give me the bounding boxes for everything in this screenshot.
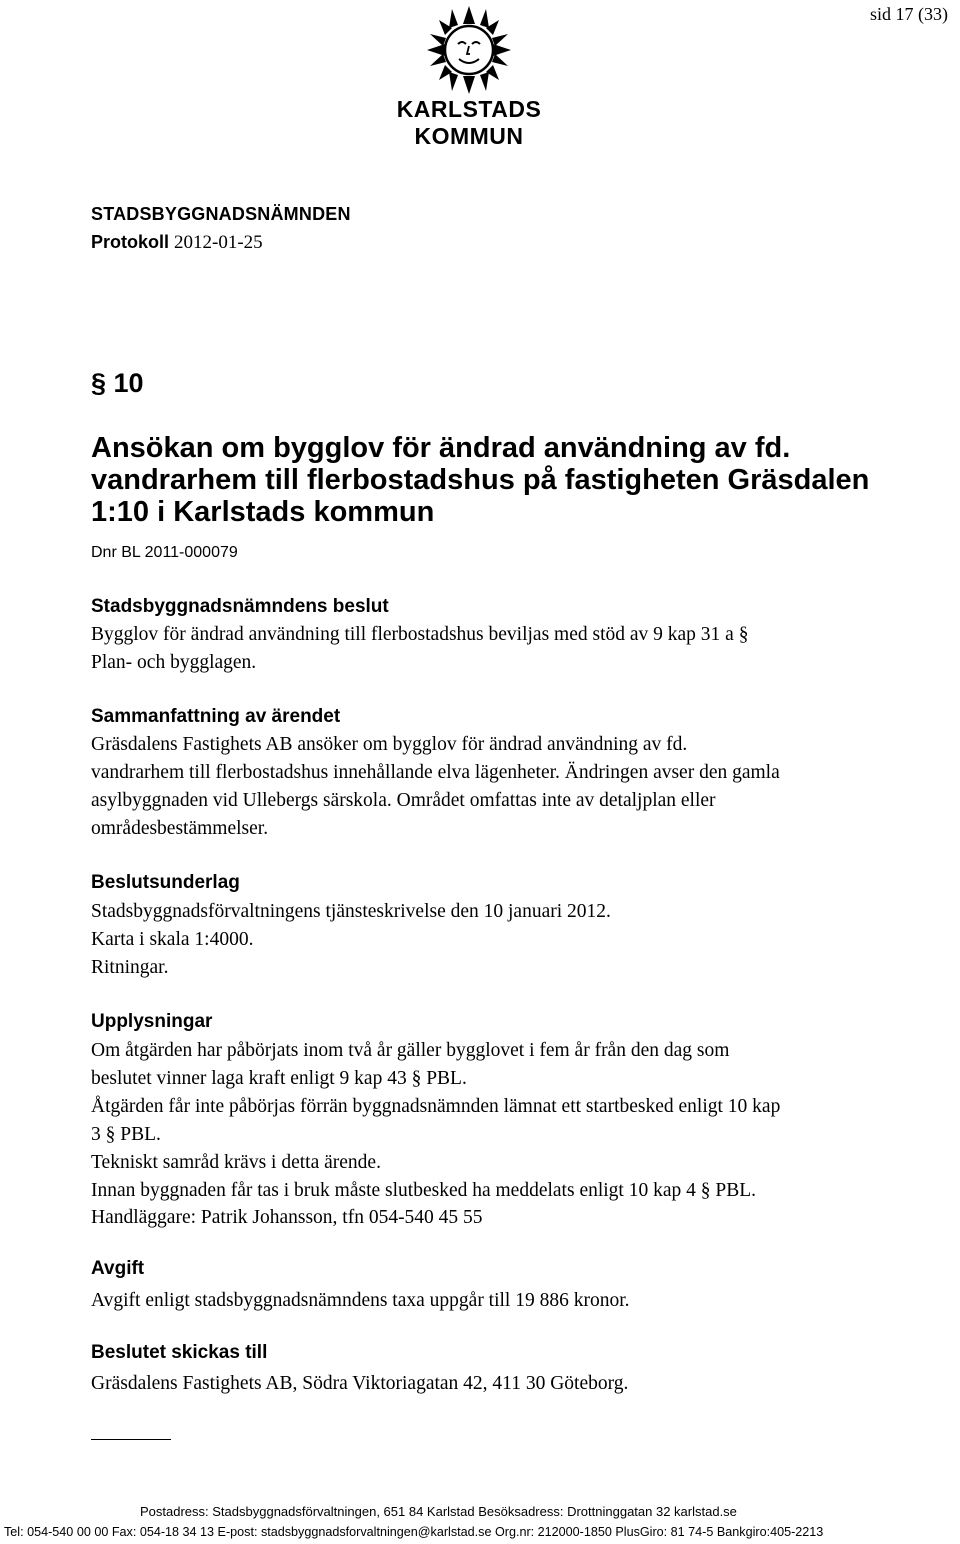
logo-text: KARLSTADS KOMMUN	[396, 96, 542, 149]
information-text-line: Tekniskt samråd krävs i detta ärende.	[91, 1152, 381, 1173]
basis-text-line: Stadsbyggnadsförvaltningens tjänsteskrivelse den 10 januari 2012.	[91, 901, 611, 922]
information-text-line: Om åtgärden har påbörjats inom två år gäller bygglovet i fem år från den dag som	[91, 1040, 730, 1061]
paragraph-number: § 10	[91, 368, 144, 398]
protocol-line	[91, 232, 263, 254]
summary-text-line: områdesbestämmelser.	[91, 818, 269, 839]
recipient-text-line: Gräsdalens Fastighets AB, Södra Viktoriagatan 42, 411 30 Göteborg.	[91, 1373, 629, 1394]
footer-postal-line: Postadress: Stadsbyggnadsförvaltningen, 651 84 Karlstad Besöksadress: Drottninggatan 32 karlstad.se	[140, 1504, 737, 1519]
recipient-heading: Beslutet skickas till	[91, 1342, 268, 1363]
basis-text-line: Karta i skala 1:4000.	[91, 929, 254, 950]
decision-text-line: Plan- och bygglagen.	[91, 652, 257, 673]
fee-text-line: Avgift enligt stadsbyggnadsnämndens taxa uppgår till 19 886 kronor.	[91, 1290, 630, 1311]
basis-text-line: Ritningar.	[91, 957, 169, 978]
decision-heading: Stadsbyggnadsnämndens beslut	[91, 596, 389, 617]
protocol-date: 2012-01-25	[174, 232, 263, 253]
basis-heading: Beslutsunderlag	[91, 872, 240, 893]
information-text-line: beslutet vinner laga kraft enligt 9 kap 43 § PBL.	[91, 1068, 467, 1089]
case-number: Dnr BL 2011-000079	[91, 544, 238, 561]
information-text-line: Innan byggnaden får tas i bruk måste slutbesked ha meddelats enligt 10 kap 4 § PBL.	[91, 1180, 757, 1201]
karlstad-kommun-logo	[346, 4, 592, 149]
information-heading: Upplysningar	[91, 1011, 213, 1032]
information-text-line: 3 § PBL.	[91, 1124, 161, 1145]
document-title: Ansökan om bygglov för ändrad användning av fd. vandrarhem till flerbostadshus på fastigheten Gräsdalen 1:10 i Karlstads kommun	[91, 432, 870, 528]
summary-text-line: asylbyggnaden vid Ullebergs särskola. Området omfattas inte av detaljplan eller	[91, 790, 716, 811]
summary-text-line: vandrarhem till flerbostadshus innehållande elva lägenheter. Ändringen avser den gamla	[91, 762, 780, 783]
sun-face-icon	[346, 4, 592, 96]
page-number: sid 17 (33)	[870, 4, 948, 24]
summary-text-line: Gräsdalens Fastighets AB ansöker om bygglov för ändrad användning av fd.	[91, 734, 688, 755]
protocol-label: Protokoll	[91, 232, 170, 252]
decision-text-line: Bygglov för ändrad användning till flerbostadshus beviljas med stöd av 9 kap 31 a §	[91, 624, 749, 645]
information-text-line: Åtgärden får inte påbörjas förrän byggnadsnämnden lämnat ett startbesked enligt 10 kap	[91, 1096, 781, 1117]
footer-contact-line: Tel: 054-540 00 00 Fax: 054-18 34 13 E-post: stadsbyggnadsforvaltningen@karlstad.se Org.nr: 212000-1850 PlusGiro: 81 74-5 Bankgiro:405-2213	[4, 1525, 824, 1539]
handler-line: Handläggare: Patrik Johansson, tfn 054-540 45 55	[91, 1207, 483, 1228]
summary-heading: Sammanfattning av ärendet	[91, 706, 341, 727]
footer-divider	[91, 1439, 171, 1440]
committee-name: STADSBYGGNADSNÄMNDEN	[91, 204, 351, 224]
fee-heading: Avgift	[91, 1258, 145, 1279]
